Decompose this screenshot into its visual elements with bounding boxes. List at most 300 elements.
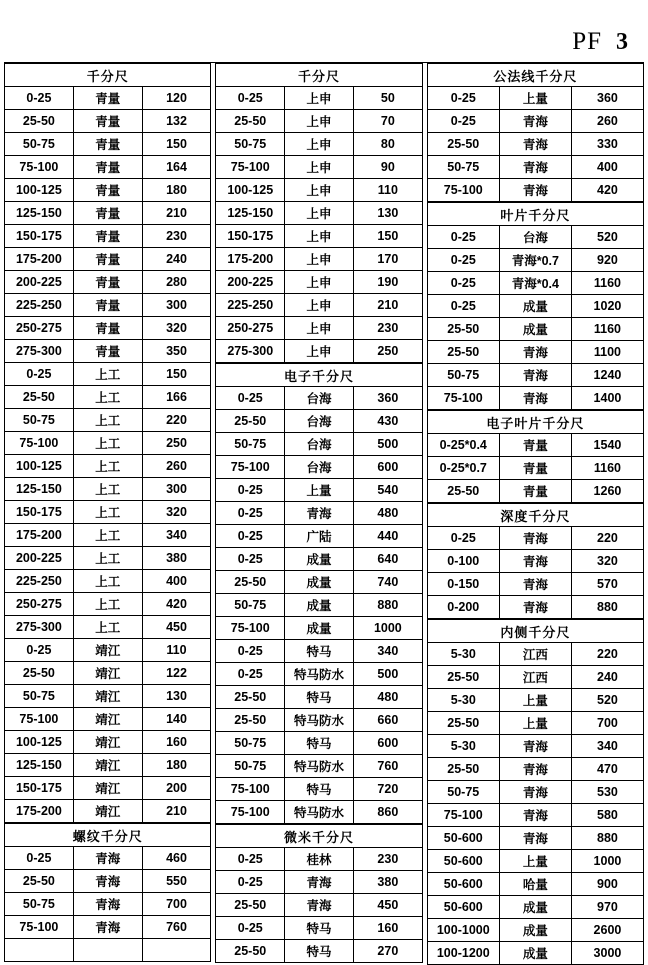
table-row	[5, 547, 211, 570]
cell-range: 0-25	[427, 249, 499, 272]
cell-brand: 上工	[73, 524, 142, 547]
table-row	[216, 133, 422, 156]
cell-brand: 成量	[285, 548, 354, 571]
cell-range: 0-25	[216, 502, 285, 525]
cell-range: 200-225	[5, 547, 74, 570]
cell-brand: 上申	[285, 340, 354, 363]
cell-brand: 青海	[499, 387, 571, 410]
cell-range: 275-300	[5, 340, 74, 363]
cell-range: 50-600	[427, 850, 499, 873]
cell-price: 90	[353, 156, 422, 179]
cell-price: 880	[571, 827, 643, 850]
cell-range: 50-75	[216, 133, 285, 156]
table-row	[5, 916, 211, 939]
cell-brand: 哈量	[499, 873, 571, 896]
table-row	[216, 640, 422, 663]
cell-range: 50-75	[427, 781, 499, 804]
table-row	[427, 156, 643, 179]
cell-range: 50-75	[216, 433, 285, 456]
cell-brand: 成量	[499, 919, 571, 942]
table-row	[5, 294, 211, 317]
cell-price: 920	[571, 249, 643, 272]
cell-range: 225-250	[5, 294, 74, 317]
table-title: 微米千分尺	[216, 825, 422, 848]
table-row	[216, 248, 422, 271]
cell-range: 125-150	[5, 478, 74, 501]
cell-range: 100-1000	[427, 919, 499, 942]
cell-brand: 青量	[73, 225, 142, 248]
table-row	[5, 202, 211, 225]
table-row	[5, 133, 211, 156]
cell-range: 0-25*0.7	[427, 457, 499, 480]
cell-range: 0-25	[216, 663, 285, 686]
cell-brand: 台海	[499, 226, 571, 249]
table-row	[427, 527, 643, 550]
table-row	[216, 340, 422, 363]
cell-range: 50-600	[427, 896, 499, 919]
cell-price: 460	[142, 847, 211, 870]
table-row	[5, 156, 211, 179]
cell-price: 570	[571, 573, 643, 596]
cell-price: 122	[142, 662, 211, 685]
cell-price: 220	[571, 527, 643, 550]
cell-price: 320	[142, 501, 211, 524]
cell-brand: 青海	[499, 758, 571, 781]
cell-price: 210	[353, 294, 422, 317]
table-row	[427, 133, 643, 156]
cell-range: 250-275	[216, 317, 285, 340]
cell-range: 100-1200	[427, 942, 499, 965]
cell-range: 50-75	[427, 156, 499, 179]
table-row	[427, 712, 643, 735]
cell-brand: 青海	[499, 341, 571, 364]
cell-price: 1260	[571, 480, 643, 503]
table-title-row	[216, 364, 422, 387]
cell-range: 25-50	[427, 318, 499, 341]
cell-range: 0-25	[427, 110, 499, 133]
cell-brand: 青量	[73, 133, 142, 156]
cell-price: 160	[353, 917, 422, 940]
table-title: 电子千分尺	[216, 364, 422, 387]
cell-brand: 靖江	[73, 800, 142, 823]
cell-brand: 上申	[285, 87, 354, 110]
cell-price: 150	[142, 363, 211, 386]
cell-brand: 成量	[499, 942, 571, 965]
cell-range: 25-50	[427, 666, 499, 689]
cell-price: 132	[142, 110, 211, 133]
cell-range: 25-50	[216, 410, 285, 433]
cell-price: 330	[571, 133, 643, 156]
cell-brand: 成量	[499, 318, 571, 341]
cell-range: 25-50	[427, 341, 499, 364]
table-row	[427, 643, 643, 666]
cell-range: 75-100	[5, 156, 74, 179]
table-row	[216, 110, 422, 133]
cell-brand: 成量	[499, 896, 571, 919]
cell-brand: 上工	[73, 432, 142, 455]
cell-price: 70	[353, 110, 422, 133]
table-row	[427, 434, 643, 457]
cell-brand: 上申	[285, 202, 354, 225]
cell-brand: 青量	[73, 340, 142, 363]
cell-price: 260	[571, 110, 643, 133]
table-row	[427, 758, 643, 781]
table-row	[216, 525, 422, 548]
cell-brand: 特马	[285, 686, 354, 709]
table-row	[216, 294, 422, 317]
table-row	[427, 850, 643, 873]
table-title: 深度千分尺	[427, 504, 643, 527]
cell-price: 450	[142, 616, 211, 639]
cell-range: 0-200	[427, 596, 499, 619]
cell-price: 400	[142, 570, 211, 593]
table-row	[216, 410, 422, 433]
cell-brand: 上工	[73, 593, 142, 616]
cell-range: 0-25	[427, 295, 499, 318]
cell-range: 75-100	[216, 456, 285, 479]
cell-price: 600	[353, 732, 422, 755]
cell-price: 900	[571, 873, 643, 896]
cell-range: 50-75	[5, 893, 74, 916]
cell-range: 0-25	[216, 479, 285, 502]
cell-brand: 上工	[73, 570, 142, 593]
cell-price: 430	[353, 410, 422, 433]
cell-price: 200	[142, 777, 211, 800]
cell-brand: 台海	[285, 433, 354, 456]
cell-brand: 青海*0.4	[499, 272, 571, 295]
cell-price: 240	[142, 248, 211, 271]
cell-brand: 特马	[285, 778, 354, 801]
table-row	[5, 685, 211, 708]
cell-range: 75-100	[427, 179, 499, 202]
table-row	[5, 708, 211, 731]
table-row	[5, 432, 211, 455]
cell-price: 640	[353, 548, 422, 571]
cell-brand: 台海	[285, 387, 354, 410]
table-row	[427, 827, 643, 850]
table-row	[427, 387, 643, 410]
cell-range: 275-300	[216, 340, 285, 363]
price-table	[427, 63, 644, 202]
cell-brand: 青海	[285, 502, 354, 525]
cell-brand: 青海	[73, 893, 142, 916]
table-title: 千分尺	[5, 64, 211, 87]
page-number: 3	[616, 29, 628, 55]
cell-brand: 上申	[285, 179, 354, 202]
table-row	[216, 225, 422, 248]
cell-range: 25-50	[427, 133, 499, 156]
cell-price: 2600	[571, 919, 643, 942]
table-row	[427, 110, 643, 133]
cell-price: 340	[353, 640, 422, 663]
cell-brand: 青量	[73, 248, 142, 271]
table-title-row	[5, 824, 211, 847]
cell-price: 280	[142, 271, 211, 294]
cell-range: 5-30	[427, 735, 499, 758]
cell-range: 25-50	[216, 110, 285, 133]
table-title-row	[427, 203, 643, 226]
cell-price: 130	[353, 202, 422, 225]
cell-brand: 青量	[73, 317, 142, 340]
cell-brand: 青海	[499, 596, 571, 619]
cell-range: 0-25	[427, 527, 499, 550]
cell-brand: 上量	[499, 689, 571, 712]
cell-price: 360	[353, 387, 422, 410]
cell-price: 500	[353, 433, 422, 456]
cell-brand: 上量	[285, 479, 354, 502]
table-row	[216, 755, 422, 778]
cell-brand: 青海	[499, 110, 571, 133]
cell-range: 75-100	[5, 708, 74, 731]
table-title: 叶片千分尺	[427, 203, 643, 226]
table-row	[5, 570, 211, 593]
table-row	[5, 893, 211, 916]
cell-range: 25-50	[5, 662, 74, 685]
table-row	[5, 639, 211, 662]
cell-brand: 成量	[285, 617, 354, 640]
cell-brand: 上申	[285, 271, 354, 294]
cell-range: 100-125	[5, 179, 74, 202]
cell-range: 275-300	[5, 616, 74, 639]
cell-price: 220	[142, 409, 211, 432]
cell-range: 250-275	[5, 317, 74, 340]
cell-range: 50-75	[216, 732, 285, 755]
cell-range: 0-25	[5, 363, 74, 386]
cell-brand: 上工	[73, 478, 142, 501]
cell-range: 75-100	[216, 156, 285, 179]
price-table	[215, 363, 422, 824]
column-2	[215, 63, 422, 965]
cell-price: 80	[353, 133, 422, 156]
table-title: 千分尺	[216, 64, 422, 87]
table-row	[216, 709, 422, 732]
cell-price: 1540	[571, 434, 643, 457]
cell-brand: 青海	[499, 804, 571, 827]
cell-brand: 青量	[73, 202, 142, 225]
cell-range: 75-100	[427, 804, 499, 827]
cell-price: 140	[142, 708, 211, 731]
cell-range: 25-50	[216, 571, 285, 594]
table-row	[427, 480, 643, 503]
cell-brand: 成量	[499, 295, 571, 318]
cell-range: 75-100	[216, 801, 285, 824]
column-3	[427, 63, 644, 965]
table-row	[216, 686, 422, 709]
cell-brand: 上量	[499, 87, 571, 110]
table-title: 公法线千分尺	[427, 64, 643, 87]
cell-price: 420	[571, 179, 643, 202]
cell-brand: 靖江	[73, 685, 142, 708]
cell-price: 580	[571, 804, 643, 827]
cell-range: 0-25	[427, 272, 499, 295]
cell-range: 0-25	[216, 387, 285, 410]
cell-brand: 上工	[73, 363, 142, 386]
table-row	[5, 847, 211, 870]
table-title-row	[427, 620, 643, 643]
cell-price: 970	[571, 896, 643, 919]
cell-brand: 上工	[73, 547, 142, 570]
cell-price: 1000	[571, 850, 643, 873]
table-row	[5, 731, 211, 754]
cell-range: 175-200	[5, 248, 74, 271]
page-header-label: PF	[572, 28, 602, 55]
price-table	[427, 619, 644, 965]
cell-price: 500	[353, 663, 422, 686]
cell-brand: 上申	[285, 110, 354, 133]
cell-price: 540	[353, 479, 422, 502]
cell-range: 150-175	[5, 777, 74, 800]
cell-range: 0-150	[427, 573, 499, 596]
cell-price: 250	[142, 432, 211, 455]
cell-brand: 青海	[499, 364, 571, 387]
cell-price: 760	[142, 916, 211, 939]
column-1	[4, 63, 211, 965]
table-title-row	[427, 411, 643, 434]
cell-price: 170	[353, 248, 422, 271]
cell-range: 125-150	[5, 202, 74, 225]
cell-range: 150-175	[5, 501, 74, 524]
table-row	[216, 917, 422, 940]
cell-brand: 上申	[285, 294, 354, 317]
cell-price: 110	[353, 179, 422, 202]
price-table	[427, 503, 644, 619]
cell-brand: 靖江	[73, 777, 142, 800]
price-list-columns	[0, 63, 648, 965]
table-row	[216, 663, 422, 686]
table-row	[427, 295, 643, 318]
cell-range: 0-25	[216, 548, 285, 571]
cell-price: 110	[142, 639, 211, 662]
cell-price: 230	[142, 225, 211, 248]
table-row	[427, 735, 643, 758]
cell-brand: 上工	[73, 409, 142, 432]
cell-price: 880	[353, 594, 422, 617]
cell-brand: 上申	[285, 225, 354, 248]
cell-range: 0-25*0.4	[427, 434, 499, 457]
table-row	[216, 871, 422, 894]
cell-brand: 上工	[73, 455, 142, 478]
cell-price: 380	[353, 871, 422, 894]
table-title-row	[216, 825, 422, 848]
cell-price: 210	[142, 800, 211, 823]
cell-brand: 青量	[499, 457, 571, 480]
cell-price: 150	[142, 133, 211, 156]
cell-brand: 青海*0.7	[499, 249, 571, 272]
cell-price: 320	[142, 317, 211, 340]
cell-price: 340	[571, 735, 643, 758]
table-row	[5, 777, 211, 800]
cell-price: 320	[571, 550, 643, 573]
cell-brand: 靖江	[73, 662, 142, 685]
cell-range: 25-50	[5, 386, 74, 409]
cell-range: 0-25	[216, 525, 285, 548]
cell-range: 50-600	[427, 827, 499, 850]
table-row	[427, 550, 643, 573]
cell-price: 190	[353, 271, 422, 294]
cell-range: 0-25	[5, 639, 74, 662]
table-row	[216, 594, 422, 617]
table-title-row	[5, 64, 211, 87]
table-row	[216, 848, 422, 871]
table-row	[5, 524, 211, 547]
cell-range: 0-25	[216, 640, 285, 663]
cell-range: 50-75	[427, 364, 499, 387]
table-row	[5, 662, 211, 685]
cell-brand: 青量	[73, 179, 142, 202]
cell-brand: 桂林	[285, 848, 354, 871]
cell-price: 700	[571, 712, 643, 735]
table-title-row	[427, 504, 643, 527]
cell-price: 240	[571, 666, 643, 689]
cell-brand: 靖江	[73, 708, 142, 731]
table-row	[427, 896, 643, 919]
table-row	[216, 433, 422, 456]
cell-range: 100-125	[5, 731, 74, 754]
table-row	[427, 87, 643, 110]
cell-range: 150-175	[216, 225, 285, 248]
table-row	[216, 778, 422, 801]
cell-range: 50-75	[216, 755, 285, 778]
cell-brand: 成量	[285, 594, 354, 617]
table-row	[5, 478, 211, 501]
price-table	[4, 63, 211, 823]
cell-range: 175-200	[5, 524, 74, 547]
table-row	[216, 202, 422, 225]
cell-price: 340	[142, 524, 211, 547]
cell-range: 50-75	[5, 133, 74, 156]
cell-range: 25-50	[5, 110, 74, 133]
cell-brand: 上申	[285, 133, 354, 156]
cell-range: 25-50	[216, 686, 285, 709]
cell-brand: 青海	[499, 550, 571, 573]
cell-brand: 上申	[285, 317, 354, 340]
table-row	[216, 271, 422, 294]
cell-brand: 青量	[73, 156, 142, 179]
cell-price: 740	[353, 571, 422, 594]
table-row	[427, 873, 643, 896]
table-row	[5, 501, 211, 524]
cell-brand: 特马	[285, 732, 354, 755]
table-row	[5, 455, 211, 478]
cell-price: 450	[353, 894, 422, 917]
cell-price: 260	[142, 455, 211, 478]
cell-price: 350	[142, 340, 211, 363]
table-row	[5, 110, 211, 133]
cell-range: 5-30	[427, 643, 499, 666]
cell-range: 0-25	[216, 871, 285, 894]
cell-brand: 青海	[499, 781, 571, 804]
price-table	[4, 823, 211, 962]
table-row	[216, 156, 422, 179]
cell-brand: 特马防水	[285, 709, 354, 732]
table-row	[427, 226, 643, 249]
cell-price: 440	[353, 525, 422, 548]
table-row	[5, 939, 211, 962]
cell-price: 1020	[571, 295, 643, 318]
cell-price: 1000	[353, 617, 422, 640]
cell-price: 380	[142, 547, 211, 570]
table-row	[5, 754, 211, 777]
cell-brand: 青海	[499, 827, 571, 850]
cell-price: 150	[353, 225, 422, 248]
cell-range: 200-225	[5, 271, 74, 294]
cell-price: 220	[571, 643, 643, 666]
cell-range: 125-150	[5, 754, 74, 777]
cell-price: 480	[353, 502, 422, 525]
table-row	[5, 271, 211, 294]
cell-range: 75-100	[5, 432, 74, 455]
price-table	[215, 63, 422, 363]
